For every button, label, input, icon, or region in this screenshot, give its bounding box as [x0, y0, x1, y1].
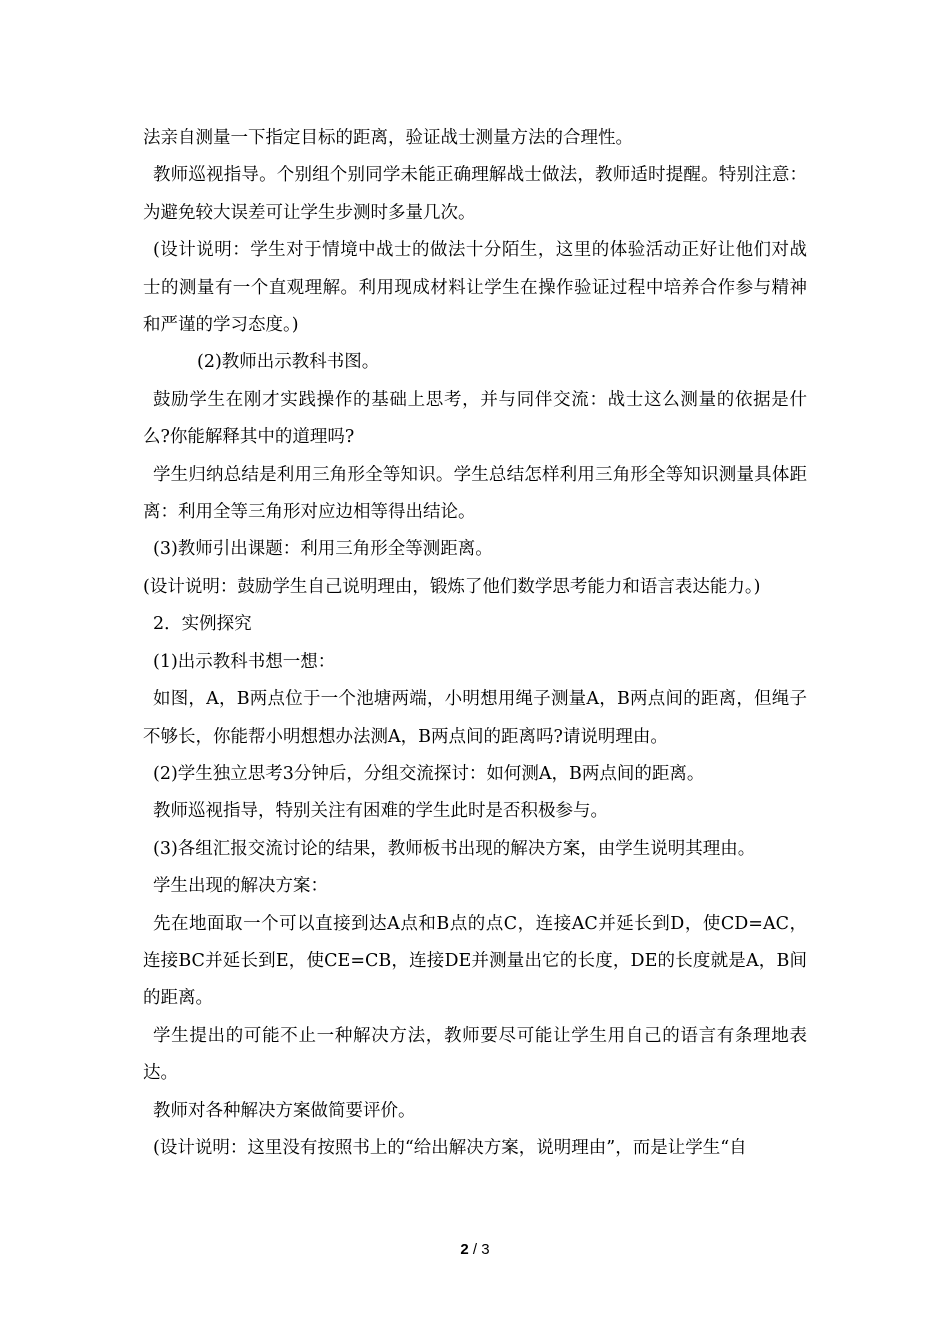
paragraph-17: 学生提出的可能不止一种解决方法，教师要尽可能让学生用自己的语言有条理地表达。	[143, 1025, 807, 1084]
paragraph-18: 教师对各种解决方案做简要评价。	[153, 1100, 416, 1121]
paragraph-6: 学生归纳总结是利用三角形全等知识。学生总结怎样利用三角形全等知识测量具体距离：利用全等三角形对应边相等得出结论。	[143, 464, 807, 523]
paragraph-3: (设计说明：学生对于情境中战士的做法十分陌生，这里的体验活动正好让他们对战士的测量有一个直观理解。利用现成材料让学生在操作验证过程中培养合作参与精神和严谨的学习态度。)	[143, 240, 807, 336]
paragraph-15: 学生出现的解决方案：	[153, 876, 328, 897]
document-body	[143, 120, 807, 1167]
paragraph-7: (3)教师引出课题：利用三角形全等测距离。	[153, 539, 493, 560]
paragraph-10: (1)出示教科书想一想：	[153, 651, 336, 672]
paragraph-13: 教师巡视指导，特别关注有困难的学生此时是否积极参与。	[153, 801, 608, 822]
paragraph-1: 法亲自测量一下指定目标的距离，验证战士测量方法的合理性。	[143, 128, 633, 148]
paragraph-9: 2．实例探究	[153, 614, 252, 635]
paragraph-5: 鼓励学生在刚才实践操作的基础上思考，并与同伴交流：战士这么测量的依据是什么?你能解释其中的道理吗?	[143, 389, 807, 448]
paragraph-4: (2)教师出示教科书图。	[197, 352, 380, 373]
paragraph-16: 先在地面取一个可以直接到达A点和B点的点C，连接AC并延长到D，使CD=AC，连接BC并延长到E，使CE=CB，连接DE并测量出它的长度，DE的长度就是A，B间的距离。	[143, 913, 807, 1009]
current-page-number: 2	[460, 1241, 469, 1258]
paragraph-14: (3)各组汇报交流讨论的结果，教师板书出现的解决方案，由学生说明其理由。	[153, 838, 756, 859]
page-number-footer	[0, 1240, 950, 1260]
paragraph-11: 如图，A，B两点位于一个池塘两端，小明想用绳子测量A，B两点间的距离，但绳子不够长，你能帮小明想想办法测A，B两点间的距离吗?请说明理由。	[143, 689, 807, 747]
paragraph-2: 教师巡视指导。个别组个别同学未能正确理解战士做法，教师适时提醒。特别注意：为避免较大误差可让学生步测时多量几次。	[143, 165, 807, 223]
paragraph-8: (设计说明：鼓励学生自己说明理由，锻炼了他们数学思考能力和语言表达能力。)	[143, 576, 761, 597]
total-pages-number: 3	[481, 1241, 490, 1258]
page-separator: /	[468, 1241, 482, 1258]
paragraph-12: (2)学生独立思考3分钟后，分组交流探讨：如何测A，B两点间的距离。	[153, 763, 705, 784]
paragraph-19: (设计说明：这里没有按照书上的“给出解决方案，说明理由”，而是让学生“自	[153, 1137, 747, 1158]
